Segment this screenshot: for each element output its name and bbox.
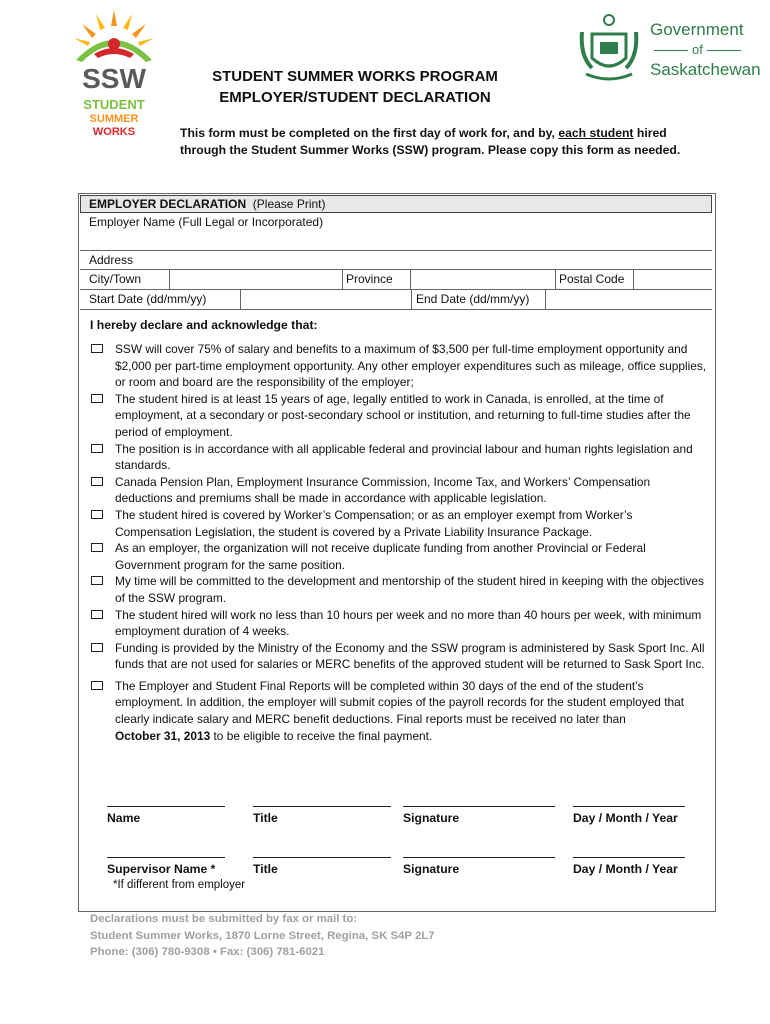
declaration-list [88, 341, 708, 744]
footer-contact: Declarations must be submitted by fax or mail to: Student Summer Works, 1870 Lorne Street, Regina, SK S4P 2L7 Phone: (306) 780-9308 • Fax: (306) 781-6021 [90, 913, 435, 958]
checkbox[interactable] [91, 610, 103, 619]
checkbox[interactable] [91, 643, 103, 652]
supervisor-title-label: Title [253, 862, 278, 876]
checkbox[interactable] [91, 344, 103, 353]
city-label: City/Town [89, 272, 142, 286]
province-label: Province [346, 272, 393, 286]
supervisor-signature-label: Signature [403, 862, 460, 876]
gov-line1: Government [650, 20, 744, 39]
ssw-summer: SUMMER [89, 113, 139, 125]
supervisor-name-line[interactable] [107, 857, 225, 858]
signature-label: Signature [403, 811, 460, 825]
title-line[interactable] [253, 806, 391, 807]
list-item: Canada Pension Plan, Employment Insurance Commission, Income Tax, and Workers’ Compensation deductions and premiums shall be made in accordance with applicable legislation. [88, 474, 708, 507]
government-wordmark [650, 20, 761, 80]
title-label: Title [253, 811, 278, 825]
list-item: The student hired will work no less than 10 hours per week and no more than 40 hours per week, with minimum employment duration of 4 weeks. [88, 607, 708, 640]
list-item: My time will be committed to the development and mentorship of the student hired in keeping with the objectives of the SSW program. [88, 573, 708, 606]
signature-line[interactable] [403, 806, 555, 807]
list-item: The student hired is at least 15 years of age, legally entitled to work in Canada, is enrolled, at the time of employment, at a secondary or post-secondary school or institution, and returning to full-time studies after the period of employment. [88, 391, 708, 441]
list-item: The Employer and Student Final Reports will be completed within 30 days of the end of the student’s employment. In addition, the employer will submit copies of the payroll records for the student employed that clearly indicate salary and MERC benefit deductions. Final reports must be received no later than October 31, 2013 to be eligible to receive the final payment. [88, 678, 708, 744]
list-item: As an employer, the organization will not receive duplicate funding from another Provincial or Federal Government program for the same position. [88, 540, 708, 573]
date-line[interactable] [573, 806, 685, 807]
supervisor-date-line[interactable] [573, 857, 685, 858]
supervisor-title-line[interactable] [253, 857, 391, 858]
name-label: Name [107, 811, 141, 825]
saskatchewan-crest-icon [578, 12, 640, 84]
start-date-label: Start Date (dd/mm/yy) [89, 292, 207, 306]
gov-line2: Saskatchewan [650, 60, 761, 79]
checkbox[interactable] [91, 444, 103, 453]
list-item: The student hired is covered by Worker’s Compensation; or as an employer exempt from Worker’s Compensation Legislation, the student is covered by a Private Liability Insurance Package. [88, 507, 708, 540]
checkbox[interactable] [91, 681, 103, 690]
checkbox[interactable] [91, 510, 103, 519]
supervisor-name-label: Supervisor Name * [107, 862, 216, 876]
city-input[interactable] [170, 270, 342, 289]
dates-row [80, 290, 712, 310]
employer-name-field[interactable] [80, 213, 712, 251]
name-line[interactable] [107, 806, 225, 807]
end-date-input[interactable] [546, 290, 712, 309]
checkbox[interactable] [91, 543, 103, 552]
checkbox[interactable] [91, 394, 103, 403]
employer-declaration-header: EMPLOYER DECLARATION (Please Print) [80, 195, 712, 213]
supervisor-date-label: Day / Month / Year [573, 862, 678, 876]
address-label: Address [89, 253, 134, 267]
start-date-input[interactable] [241, 290, 411, 309]
ssw-works: WORKS [92, 126, 136, 138]
employer-name-label: Employer Name (Full Legal or Incorporated) [89, 215, 324, 229]
city-province-postal-row [80, 270, 712, 290]
page-title: STUDENT SUMMER WORKS PROGRAM EMPLOYER/STUDENT DECLARATION [212, 68, 498, 106]
list-item: SSW will cover 75% of salary and benefits to a maximum of $3,500 per full-time employment opportunity and $2,000 per part-time employment opportunity. Any other employer expenditures such as mileage, office supplies, or room and board are the responsibility of the employer; [88, 341, 708, 391]
gov-of: of [654, 40, 761, 60]
checkbox[interactable] [91, 477, 103, 486]
intro-text: This form must be completed on the first day of work for, and by, each student hired through the Student Summer Works (SSW) program. Please copy this form as needed. [180, 126, 681, 157]
ssw-student: STUDENT [83, 97, 145, 112]
supervisor-note: *If different from employer [113, 879, 246, 891]
supervisor-signature-line[interactable] [403, 857, 555, 858]
end-date-label: End Date (dd/mm/yy) [416, 292, 530, 306]
list-item: Funding is provided by the Ministry of the Economy and the SSW program is administered by Sask Sport Inc. All funds that are not used for salaries or MERC benefits of the approved student will be returned to Sask Sport Inc. [88, 640, 708, 673]
postal-code-input[interactable] [634, 270, 712, 289]
province-input[interactable] [411, 270, 555, 289]
postal-code-label: Postal Code [559, 272, 625, 286]
checkbox[interactable] [91, 576, 103, 585]
date-label: Day / Month / Year [573, 811, 678, 825]
address-field[interactable] [80, 251, 712, 270]
list-item: The position is in accordance with all applicable federal and provincial labour and human rights legislation and standards. [88, 441, 708, 474]
declare-heading: I hereby declare and acknowledge that: [90, 318, 318, 332]
ssw-logo [66, 8, 162, 140]
ssw-letters: SSW [82, 63, 146, 94]
